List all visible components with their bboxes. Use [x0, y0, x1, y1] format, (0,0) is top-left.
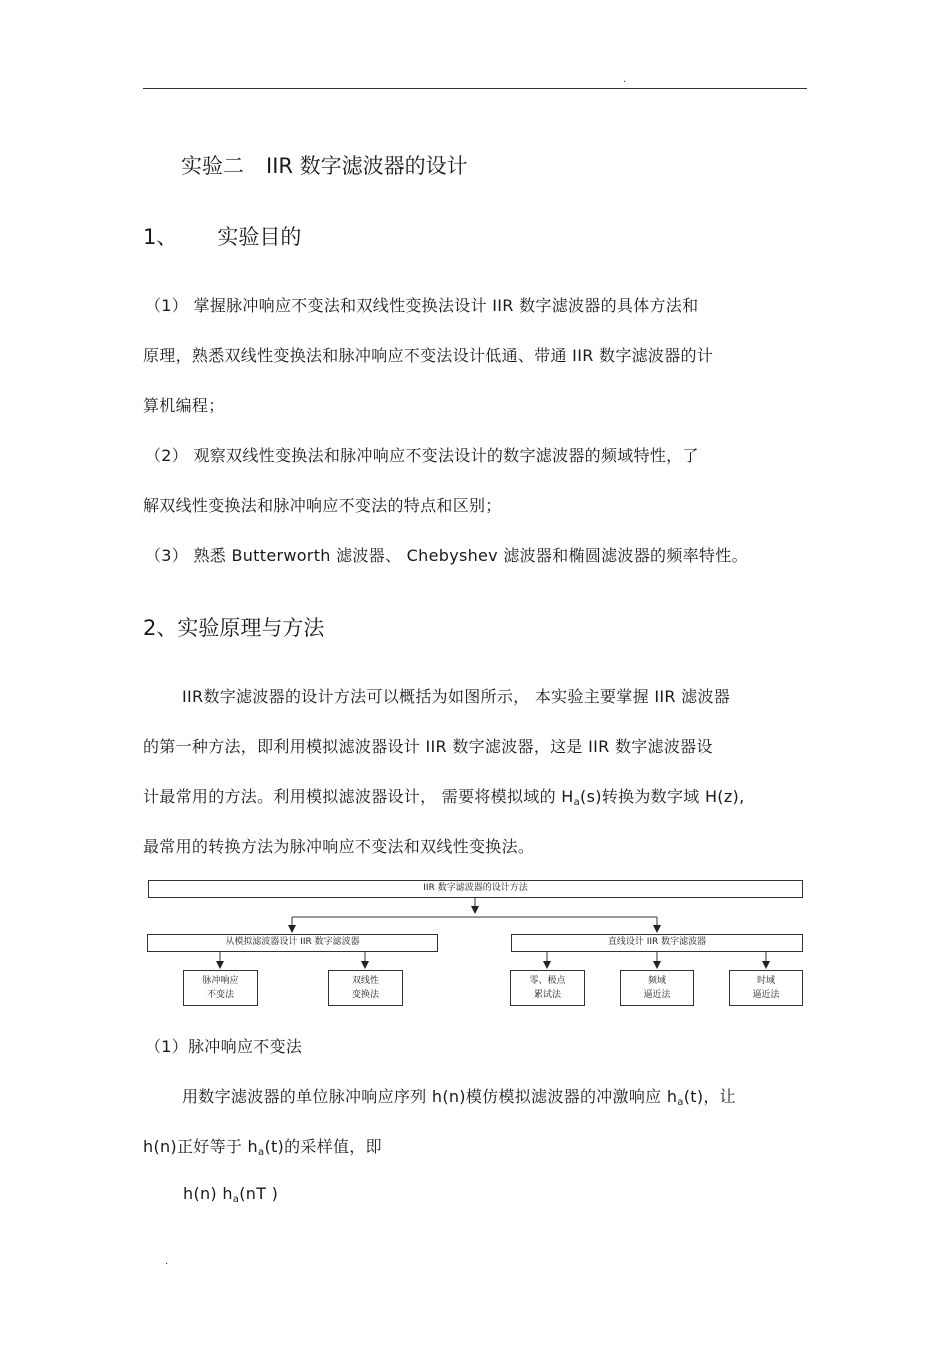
impulse-equation: h(n) ha(nT ): [183, 1184, 279, 1205]
section-1-title: 实验目的: [217, 225, 302, 249]
header-dot: .: [623, 74, 627, 85]
subsection-1-heading: （1）脉冲响应不变法: [145, 1037, 303, 1056]
diagram-leaf-pole-zero: 零、极点 累试法: [510, 970, 585, 1006]
impulse-line-2: h(n)正好等于 ha(t)的采样值，即: [143, 1137, 382, 1158]
title-text: IIR 数字滤波器的设计: [266, 154, 468, 178]
diagram-leaf-impulse: 脉冲响应 不变法: [183, 970, 258, 1006]
principle-line-3: 计最常用的方法。利用模拟滤波器设计， 需要将模拟域的 Ha(s)转换为数字域 H(z),: [143, 787, 745, 808]
diagram-root-box: IIR 数字滤波器的设计方法: [148, 880, 803, 898]
section-1-number: 1、: [143, 225, 178, 249]
section-2-heading: 2、实验原理与方法: [143, 616, 325, 640]
objective-line-1: （1） 掌握脉冲响应不变法和双线性变换法设计 IIR 数字滤波器的具体方法和: [145, 296, 699, 315]
title-number: 实验二: [181, 154, 244, 178]
diagram-leaf-bilinear: 双线性 变换法: [328, 970, 403, 1006]
diagram-leaf-frequency: 频域 逼近法: [620, 970, 694, 1006]
principle-line-1: IIR数字滤波器的设计方法可以概括为如图所示， 本实验主要掌握 IIR 滤波器: [182, 687, 731, 706]
principle-line-4: 最常用的转换方法为脉冲响应不变法和双线性变换法。: [143, 837, 535, 856]
objective-line-4: （2） 观察双线性变换法和脉冲响应不变法设计的数字滤波器的频域特性，了: [145, 446, 699, 465]
principle-line-2: 的第一种方法，即利用模拟滤波器设计 IIR 数字滤波器，这是 IIR 数字滤波器设: [143, 737, 713, 756]
objective-line-6: （3） 熟悉 Butterworth 滤波器、 Chebyshev 滤波器和椭圆滤波器的频率特性。: [145, 546, 748, 565]
diagram-leaf-time: 时域 逼近法: [729, 970, 803, 1006]
objective-line-3: 算机编程；: [143, 396, 225, 415]
objective-line-2: 原理，熟悉双线性变换法和脉冲响应不变法设计低通、带通 IIR 数字滤波器的计: [143, 346, 714, 365]
diagram-direct-box: 直线设计 IIR 数字滤波器: [511, 934, 803, 952]
footer-dot: .: [165, 1256, 169, 1267]
impulse-line-1: 用数字滤波器的单位脉冲响应序列 h(n)模仿模拟滤波器的冲激响应 ha(t)，让: [182, 1087, 736, 1108]
diagram-analog-box: 从模拟滤波器设计 IIR 数字滤波器: [147, 934, 438, 952]
objective-line-5: 解双线性变换法和脉冲响应不变法的特点和区别；: [143, 496, 502, 515]
